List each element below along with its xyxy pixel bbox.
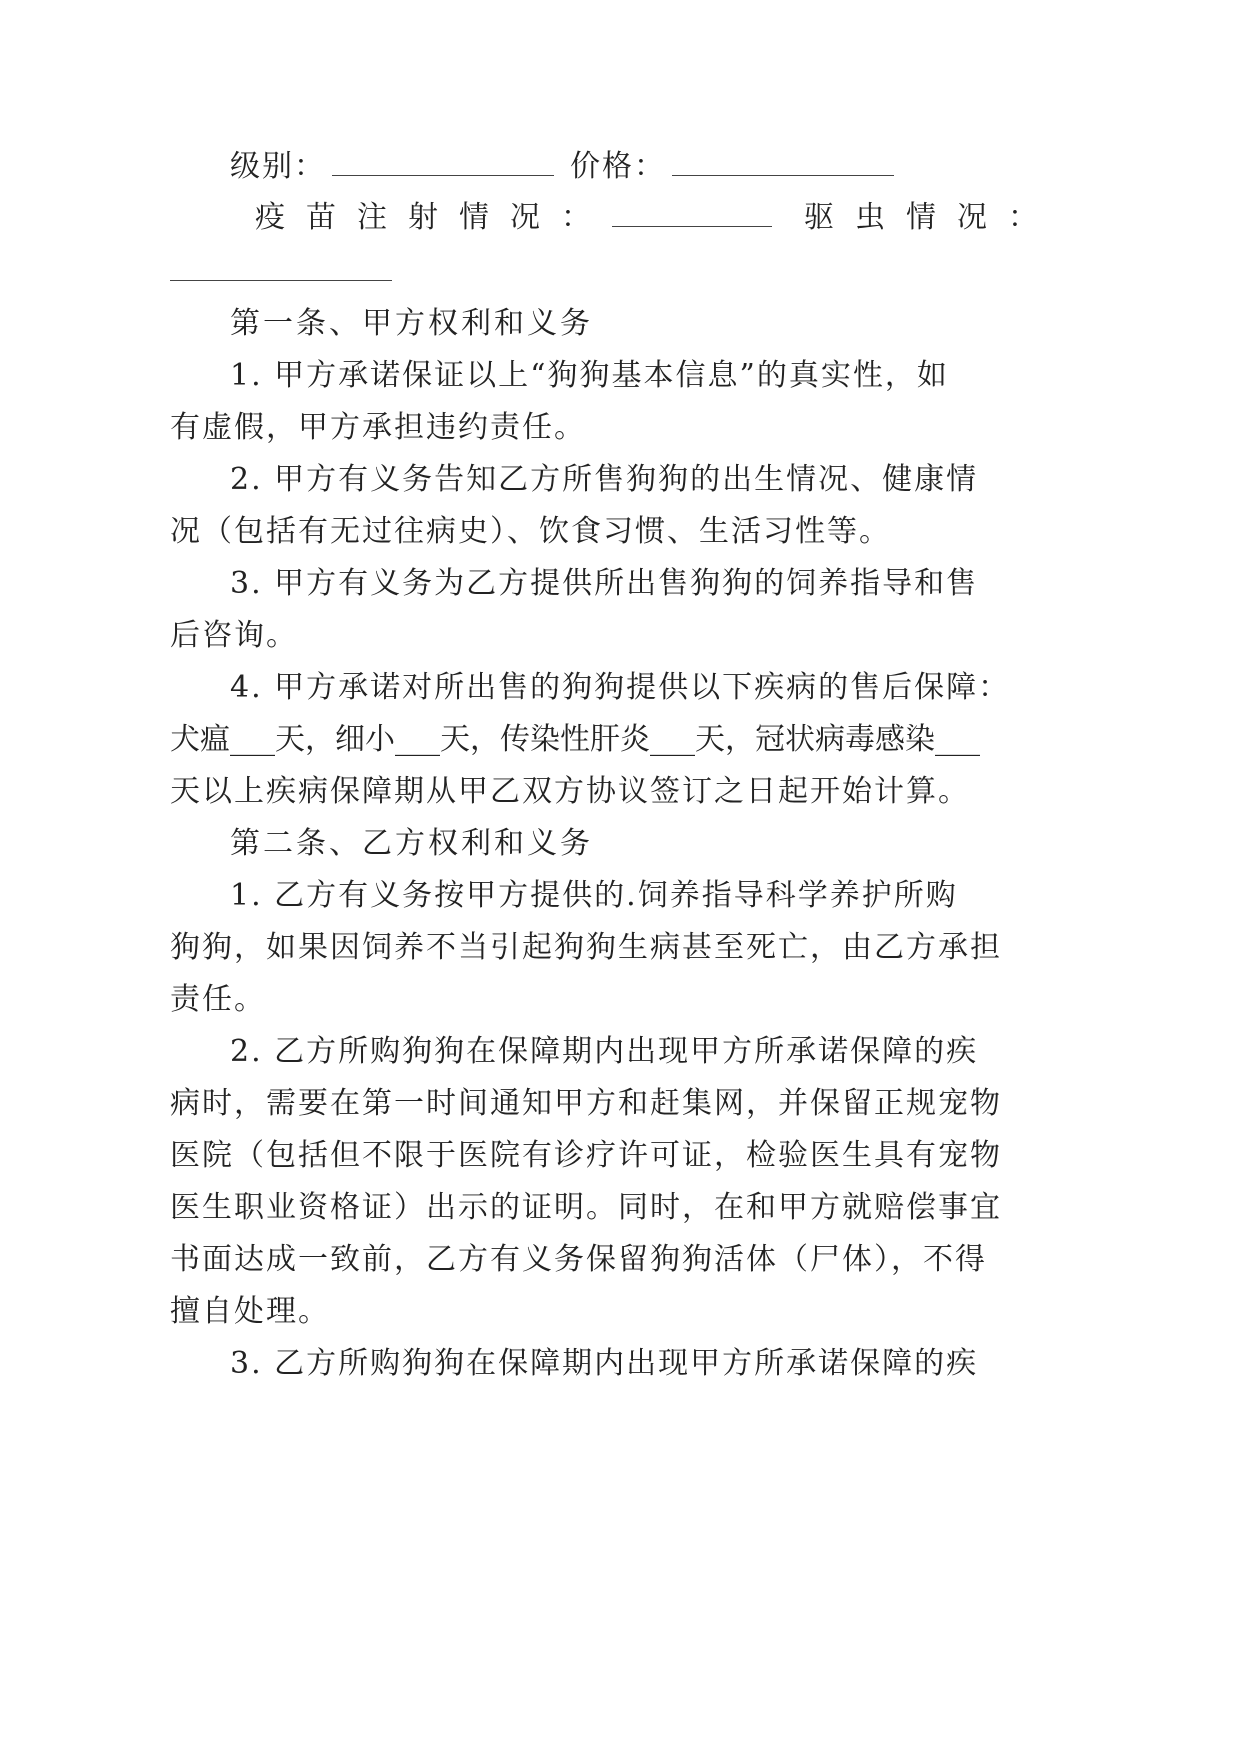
s1-item4-line3: 天以上疾病保障期从甲乙双方协议签订之日起开始计算。	[170, 774, 970, 809]
s2-item3-line1: 3. 乙方所购狗狗在保障期内出现甲方所承诺保障的疾	[230, 1346, 979, 1381]
s2-item2-line6: 擅自处理。	[170, 1294, 330, 1329]
vaccine-label: 疫苗注射情况：	[255, 200, 612, 235]
section1-title: 第一条、甲方权利和义务	[230, 306, 593, 341]
s1-item4-line2: 犬瘟___天，细小___天，传染性肝炎___天，冠状病毒感染___	[170, 722, 980, 757]
price-blank	[672, 145, 894, 176]
s2-item2-line1: 2. 乙方所购狗狗在保障期内出现甲方所承诺保障的疾	[230, 1034, 979, 1069]
s1-item1-line2: 有虚假，甲方承担违约责任。	[170, 410, 586, 445]
s2-item1-line1: 1. 乙方有义务按甲方提供的.饲养指导科学养护所购	[230, 878, 958, 913]
s2-item2-line5: 书面达成一致前，乙方有义务保留狗狗活体（尸体），不得	[170, 1242, 987, 1277]
grade-price-line	[230, 145, 900, 189]
s1-item1-line1: 1. 甲方承诺保证以上“狗狗基本信息”的真实性，如	[230, 358, 949, 393]
s1-item2-line2: 况（包括有无过往病史）、饮食习惯、生活习性等。	[170, 514, 891, 549]
section2-title: 第二条、乙方权利和义务	[230, 826, 593, 861]
grade-label: 级别：	[230, 149, 326, 184]
s1-item3-line2: 后咨询。	[170, 618, 298, 653]
s1-item3-line1: 3. 甲方有义务为乙方提供所出售狗狗的饲养指导和售	[230, 566, 979, 601]
s1-item4-line1: 4. 甲方承诺对所出售的狗狗提供以下疾病的售后保障：	[230, 670, 1011, 705]
s1-item2-line1: 2. 甲方有义务告知乙方所售狗狗的出生情况、健康情	[230, 462, 979, 497]
deworm-blank	[170, 250, 392, 281]
grade-blank	[332, 145, 554, 176]
deworm-blank-line	[170, 250, 392, 294]
vaccine-blank	[612, 196, 772, 227]
price-label: 价格：	[570, 149, 666, 184]
s2-item2-line4: 医生职业资格证）出示的证明。同时，在和甲方就赔偿事宜	[170, 1190, 1002, 1225]
deworm-label: 驱虫情况：	[804, 200, 1059, 235]
s2-item2-line2: 病时，需要在第一时间通知甲方和赶集网，并保留正规宠物	[170, 1086, 1002, 1121]
s2-item2-line3: 医院（包括但不限于医院有诊疗许可证，检验医生具有宠物	[170, 1138, 1002, 1173]
vaccine-deworm-line	[255, 196, 1059, 240]
s2-item1-line3: 责任。	[170, 982, 266, 1017]
s2-item1-line2: 狗狗，如果因饲养不当引起狗狗生病甚至死亡，由乙方承担	[170, 930, 1002, 965]
